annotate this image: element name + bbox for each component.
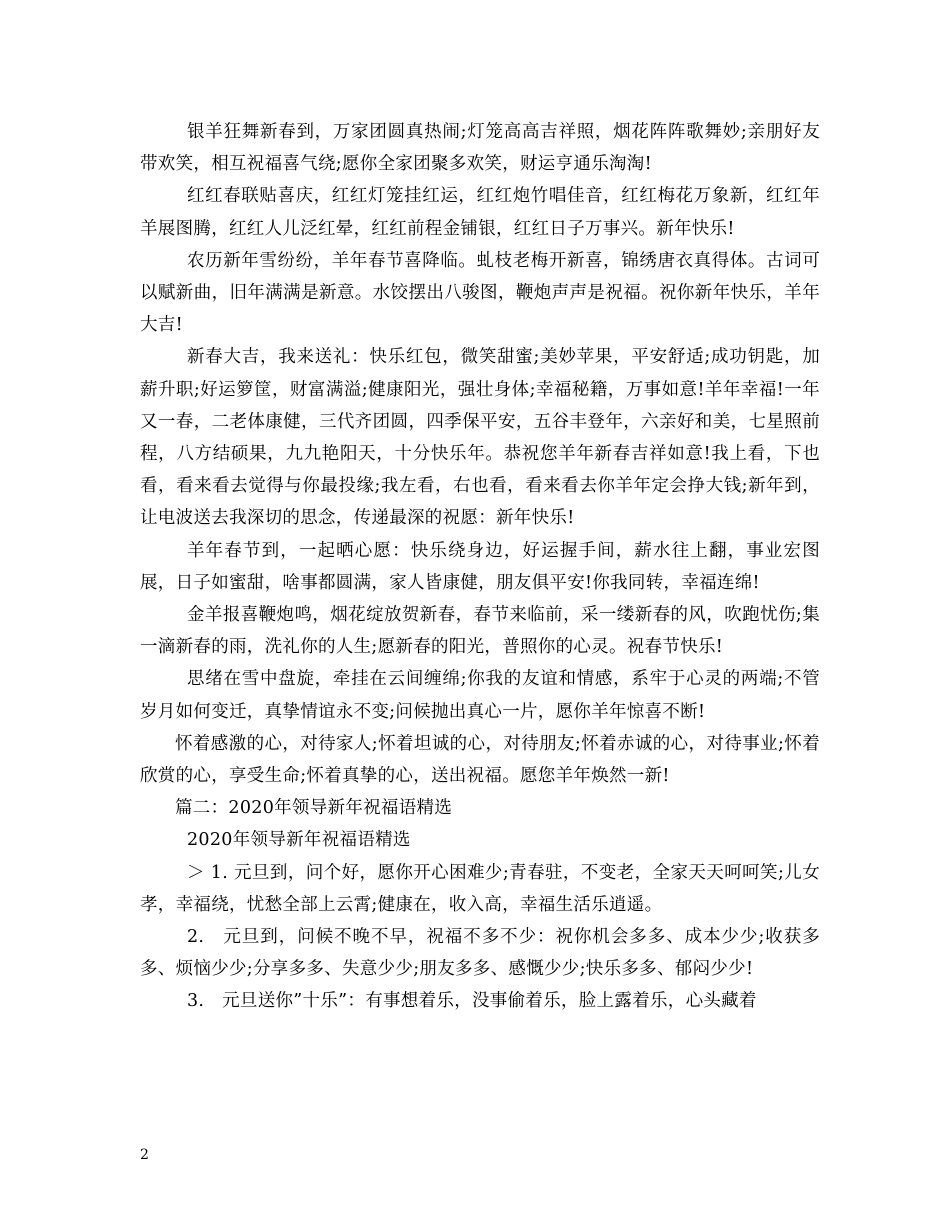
paragraph-5: 羊年春节到，一起晒心愿：快乐绕身边，好运握手间，薪水往上翻，事业宏图展，日子如蜜甜，啥事都圆满，家人皆康健，朋友俱平安!你我同转，幸福连绵! [140,540,820,593]
paragraph-7: 思绪在雪中盘旋，牵挂在云间缠绵;你我的友谊和情感，系牢于心灵的两端;不管岁月如何变迁，真挚情谊永不变;问候抛出真心一片，愿你羊年惊喜不断! [140,669,820,722]
paragraph-2: 红红春联贴喜庆，红红灯笼挂红运，红红炮竹唱佳音，红红梅花万象新，红红年羊展图腾，红红人儿泛红晕，红红前程金铺银，红红日子万事兴。新年快乐! [140,186,820,239]
section-subtitle: 2020年领导新年祝福语精选 [187,830,411,851]
list-item-1: ＞ 1. 元旦到，问个好，愿你开心困难少;青春驻，不变老，全家天天呵呵笑;儿女孝，幸福绕，忧愁全部上云霄;健康在，收入高，幸福生活乐逍遥。 [140,862,820,915]
paragraph-4: 新春大吉，我来送礼：快乐红包，微笑甜蜜;美妙苹果，平安舒适;成功钥匙，加薪升职;好运箩筐，财富满溢;健康阳光，强壮身体;幸福秘籍，万事如意!羊年幸福!一年又一春，二老体康健，三代齐团圆，四季保平安，五谷丰登年，六亲好和美，七星照前程，八方结硕果，九九艳阳天，十分快乐年。恭祝您羊年新春吉祥如意!我上看，下也看，看来看去觉得与你最投缘;我左看，右也看，看来看去你羊年定会挣大钱;新年到，让电波送去我深切的思念，传递最深的祝愿：新年快乐! [140,347,820,529]
list-item-3: 3. 元旦送你”十乐”：有事想着乐，没事偷着乐，脸上露着乐，心头藏着 [187,991,757,1012]
paragraph-8: 怀着感激的心，对待家人;怀着坦诚的心，对待朋友;怀着赤诚的心，对待事业;怀着欣赏的心，享受生命;怀着真挚的心，送出祝福。愿您羊年焕然一新! [140,733,820,787]
paragraph-6: 金羊报喜鞭炮鸣，烟花绽放贺新春，春节来临前，采一缕新春的风，吹跑忧伤;集一滴新春的雨，洗礼你的人生;愿新春的阳光，普照你的心灵。祝春节快乐! [140,605,820,658]
paragraph-3: 农历新年雪纷纷，羊年春节喜降临。虬枝老梅开新喜，锦绣唐衣真得体。古词可以赋新曲，旧年满满是新意。水饺摆出八骏图，鞭炮声声是祝福。祝你新年快乐，羊年大吉! [140,250,820,336]
paragraph-1: 银羊狂舞新春到，万家团圆真热闹;灯笼高高吉祥照，烟花阵阵歌舞妙;亲朋好友带欢笑，相互祝福喜气绕;愿你全家团聚多欢笑，财运亨通乐淘淘! [140,122,820,175]
page-number: 2 [140,1147,149,1163]
document-body [140,116,820,1018]
list-item-2: 2. 元旦到，问候不晚不早，祝福不多不少：祝你机会多多、成本少少;收获多多、烦恼少少;分享多多、失意少少;朋友多多、感慨少少;快乐多多、郁闷少少! [140,927,820,980]
section-heading: 篇二：2020年领导新年祝福语精选 [175,798,453,819]
